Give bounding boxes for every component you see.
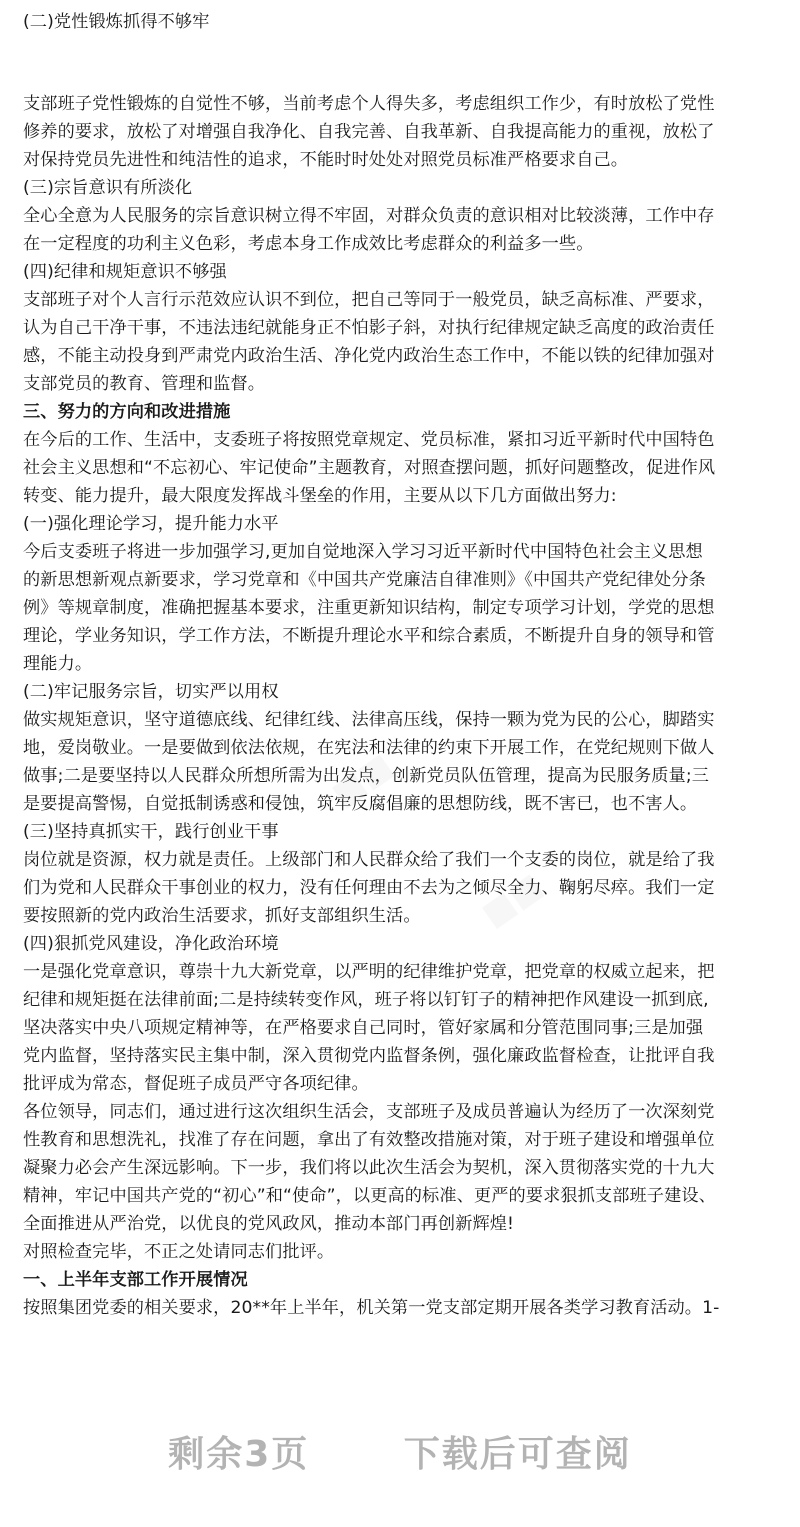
text-line: 做事;二是要坚持以人民群众所想所需为出发点，创新党员队伍管理，提高为民服务质量;三 xyxy=(23,766,709,786)
text-line: 例》等规章制度，准确把握基本要求，注重更新知识结构，制定专项学习计划，学党的思想 xyxy=(23,598,715,618)
text-line: 们为党和人民群众干事创业的权力，没有任何理由不去为之倾尽全力、鞠躬尽瘁。我们一定 xyxy=(23,878,715,898)
text-line: 要按照新的党内政治生活要求，抓好支部组织生活。 xyxy=(23,906,421,926)
text-line: (二)党性锻炼抓得不够牢 xyxy=(23,12,210,32)
text-line: 精神，牢记中国共产党的“初心”和“使命”，以更高的标准、更严的要求狠抓支部班子建设、 xyxy=(23,1186,716,1206)
text-line: 坚决落实中央八项规定精神等，在严格要求自己同时，管好家属和分管范围同事;三是加强 xyxy=(23,1018,704,1038)
text-line: (二)牢记服务宗旨，切实严以用权 xyxy=(23,682,279,702)
text-line: 对照检查完毕，不正之处请同志们批评。 xyxy=(23,1242,335,1262)
text-line: 岗位就是资源，权力就是责任。上级部门和人民群众给了我们一个支委的岗位，就是给了我 xyxy=(23,850,715,870)
text-line: 转变、能力提升，最大限度发挥战斗堡垒的作用，主要从以下几方面做出努力: xyxy=(23,486,617,506)
watermark: ■■ xyxy=(324,745,400,815)
text-line: 支部班子对个人言行示范效应认识不到位，把自己等同于一般党员，缺乏高标准、严要求， xyxy=(23,290,715,310)
text-line: 性教育和思想洗礼，找准了存在问题，拿出了有效整改措施对策，对于班子建设和增强单位 xyxy=(23,1130,715,1150)
text-line: 理论，学业务知识，学工作方法，不断提升理论水平和综合素质，不断提升自身的领导和管 xyxy=(23,626,715,646)
section-heading: 一、上半年支部工作开展情况 xyxy=(23,1270,248,1290)
text-line: 支部党员的教育、管理和监督。 xyxy=(23,374,266,394)
text-line: 地，爱岗敬业。一是要做到依法依规，在宪法和法律的约束下开展工作，在党纪规则下做人 xyxy=(23,738,715,758)
text-line: 是要提高警惕，自觉抵制诱惑和侵蚀，筑牢反腐倡廉的思想防线，既不害已，也不害人。 xyxy=(23,794,698,814)
text-line: 按照集团党委的相关要求，20**年上半年，机关第一党支部定期开展各类学习教育活动。1- xyxy=(23,1298,720,1318)
text-line: 全面推进从严治党，以优良的党风政风，推动本部门再创新辉煌! xyxy=(23,1214,515,1234)
text-line: (四)纪律和规矩意识不够强 xyxy=(23,262,227,282)
text-line: 认为自己干净干事，不违法违纪就能身正不怕影子斜，对执行纪律规定缺乏高度的政治责任 xyxy=(23,318,715,338)
text-line: 在一定程度的功利主义色彩，考虑本身工作成效比考虑群众的利益多一些。 xyxy=(23,234,594,254)
text-line: 党内监督，坚持落实民主集中制，深入贯彻党内监督条例，强化廉政监督检查，让批评自我 xyxy=(23,1046,715,1066)
text-line: 的新思想新观点新要求，学习党章和《中国共产党廉洁自律准则》《中国共产党纪律处分条 xyxy=(23,570,706,590)
text-line: 支部班子党性锻炼的自觉性不够，当前考虑个人得失多，考虑组织工作少，有时放松了党性 xyxy=(23,94,715,114)
text-line: 感，不能主动投身到严肃党内政治生活、净化党内政治生态工作中，不能以铁的纪律加强对 xyxy=(23,346,715,366)
text-line: 全心全意为人民服务的宗旨意识树立得不牢固，对群众负责的意识相对比较淡薄，工作中存 xyxy=(23,206,715,226)
text-line: (三)宗旨意识有所淡化 xyxy=(23,178,193,198)
text-line: 对保持党员先进性和纯洁性的追求，不能时时处处对照党员标准严格要求自己。 xyxy=(23,150,629,170)
section-heading: 三、努力的方向和改进措施 xyxy=(23,402,231,422)
text-line: 理能力。 xyxy=(23,654,93,674)
watermark: ■■ xyxy=(474,865,550,935)
download-banner[interactable] xyxy=(0,1426,800,1477)
text-line: 各位领导，同志们，通过进行这次组织生活会，支部班子及成员普遍认为经历了一次深刻党 xyxy=(23,1102,715,1122)
text-line: 批评成为常态，督促班子成员严守各项纪律。 xyxy=(23,1074,369,1094)
text-line: 修养的要求，放松了对增强自我净化、自我完善、自我革新、自我提高能力的重视，放松了 xyxy=(23,122,715,142)
text-line: 凝聚力必会产生深远影响。下一步，我们将以此次生活会为契机，深入贯彻落实党的十九大 xyxy=(23,1158,715,1178)
text-line: (三)坚持真抓实干，践行创业干事 xyxy=(23,822,279,842)
text-line: 今后支委班子将进一步加强学习,更加自觉地深入学习习近平新时代中国特色社会主义思想 xyxy=(23,542,703,562)
text-line: (四)狠抓党风建设，净化政治环境 xyxy=(23,934,279,954)
remaining-pages-text: 剩余3页 xyxy=(168,1434,310,1475)
text-line: 纪律和规矩挺在法律前面;二是持续转变作风，班子将以钉钉子的精神把作风建设一抓到底, xyxy=(23,990,709,1010)
text-line: 社会主义思想和“不忘初心、牢记使命”主题教育，对照查摆问题，抓好问题整改，促进作风 xyxy=(23,458,716,478)
text-line: (一)强化理论学习，提升能力水平 xyxy=(23,514,279,534)
text-line: 一是强化党章意识，尊崇十九大新党章，以严明的纪律维护党章，把党章的权威立起来，把 xyxy=(23,962,715,982)
download-prompt-text[interactable]: 下载后可查阅 xyxy=(403,1434,632,1475)
text-line: 在今后的工作、生活中，支委班子将按照党章规定、党员标准，紧扣习近平新时代中国特色 xyxy=(23,430,715,450)
text-line: 做实规矩意识，坚守道德底线、纪律红线、法律高压线，保持一颗为党为民的公心，脚踏实 xyxy=(23,710,715,730)
